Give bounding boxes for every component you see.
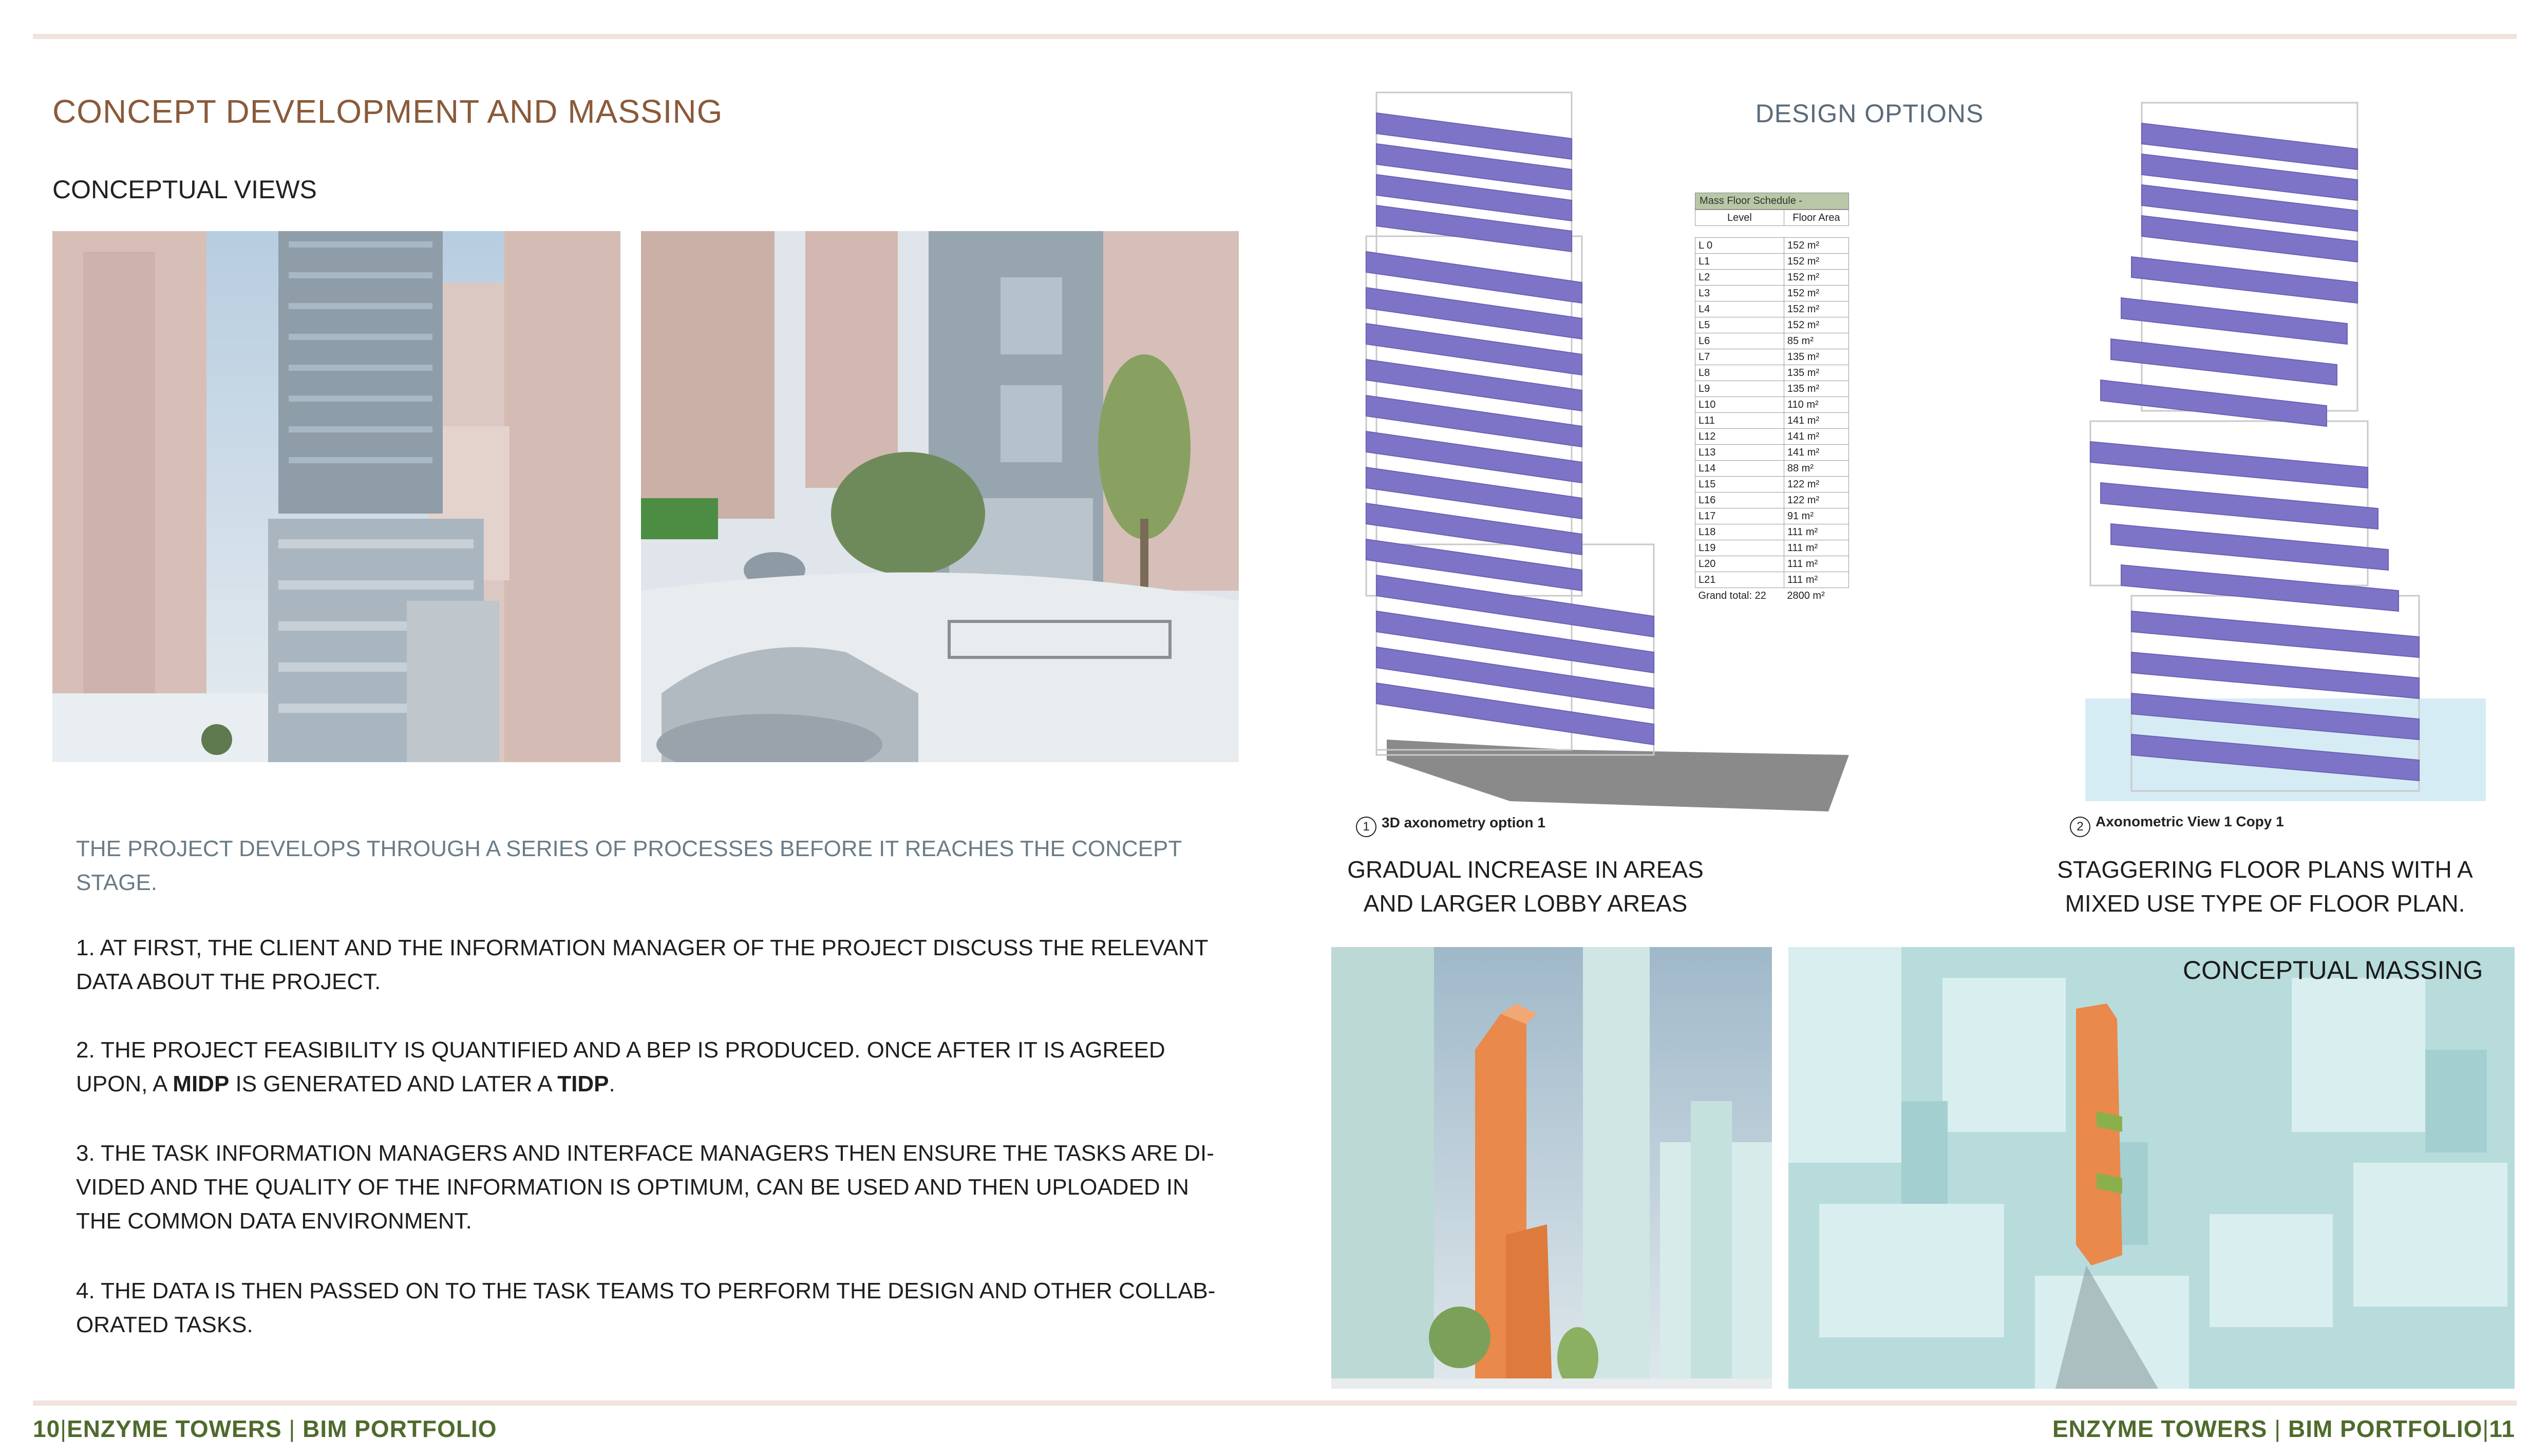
schedule-cell-area: 141 m²: [1784, 445, 1848, 461]
schedule-cell-area: 152 m²: [1784, 270, 1848, 286]
step-4-text: 4. THE DATA IS THEN PASSED ON TO THE TASK TEAMS TO PERFORM THE DESIGN AND OTHER COLLAB-ORATED TASKS.: [76, 1278, 1216, 1337]
schedule-cell-level: L19: [1695, 540, 1784, 556]
schedule-body: [1695, 238, 1849, 588]
tidp-term: TIDP: [557, 1071, 609, 1096]
option-2-caption-line-2: MIXED USE TYPE OF FLOOR PLAN.: [2065, 890, 2465, 917]
schedule-cell-area: 152 m²: [1784, 238, 1848, 254]
footer-left-project: ENZYME TOWERS: [67, 1415, 282, 1442]
schedule-row: [1695, 508, 1849, 524]
option-1-caption-line-2: AND LARGER LOBBY AREAS: [1363, 890, 1688, 917]
step-2-text-start: 2. THE PROJECT FEASIBILITY IS QUANTIFIED AND A BEP IS PRODUCED. ONCE AFTER IT IS AGREED UPON, A: [76, 1037, 1165, 1096]
design-options-title: DESIGN OPTIONS: [1755, 99, 1984, 128]
midp-term: MIDP: [173, 1071, 230, 1096]
option-2-number: 2: [2070, 817, 2090, 837]
schedule-cell-level: L7: [1695, 349, 1784, 365]
page-title: CONCEPT DEVELOPMENT AND MASSING: [52, 93, 723, 130]
schedule-cell-level: L15: [1695, 477, 1784, 493]
schedule-cell-level: L16: [1695, 493, 1784, 508]
schedule-row: [1695, 429, 1849, 445]
mass-floor-schedule: [1695, 193, 1849, 603]
conceptual-massing-label: CONCEPTUAL MASSING: [2183, 956, 2483, 985]
schedule-row: [1695, 572, 1849, 588]
schedule-cell-area: 141 m²: [1784, 429, 1848, 445]
option-2-caption-line-1: STAGGERING FLOOR PLANS WITH A: [2057, 856, 2473, 883]
schedule-row: [1695, 477, 1849, 493]
schedule-row: [1695, 445, 1849, 461]
intro-paragraph: THE PROJECT DEVELOPS THROUGH A SERIES OF PROCESSES BEFORE IT REACHES THE CONCEPT STAGE.: [76, 836, 1182, 895]
option-1-number: 1: [1356, 817, 1376, 837]
footer-left-portfolio: BIM PORTFOLIO: [303, 1415, 497, 1442]
schedule-row: [1695, 349, 1849, 365]
schedule-row: [1695, 556, 1849, 572]
schedule-cell-level: L4: [1695, 301, 1784, 317]
left-page-number: 10: [33, 1415, 61, 1442]
schedule-cell-level: L8: [1695, 365, 1784, 381]
schedule-cell-level: L13: [1695, 445, 1784, 461]
schedule-cell-level: L20: [1695, 556, 1784, 572]
schedule-row: [1695, 333, 1849, 349]
schedule-row: [1695, 524, 1849, 540]
schedule-cell-level: L1: [1695, 254, 1784, 270]
schedule-cell-level: L10: [1695, 397, 1784, 413]
schedule-spacer-row: [1695, 226, 1849, 238]
schedule-title: Mass Floor Schedule -: [1695, 193, 1849, 210]
step-2-text-mid: IS GENERATED AND LATER A: [229, 1071, 558, 1096]
schedule-table: [1695, 210, 1849, 603]
axonometry-option-2: [2070, 92, 2496, 832]
top-rule: [33, 34, 2517, 39]
schedule-cell-area: 141 m²: [1784, 413, 1848, 429]
schedule-cell-area: 135 m²: [1784, 365, 1848, 381]
schedule-cell-level: L14: [1695, 461, 1784, 477]
schedule-row: [1695, 254, 1849, 270]
step-3-paragraph: [76, 1137, 1216, 1238]
schedule-cell-area: 152 m²: [1784, 301, 1848, 317]
schedule-cell-area: 111 m²: [1784, 524, 1848, 540]
schedule-header-row: [1695, 210, 1849, 226]
schedule-cell-level: L3: [1695, 286, 1784, 301]
schedule-cell-area: 135 m²: [1784, 349, 1848, 365]
footer-divider: |: [2482, 1415, 2489, 1442]
schedule-cell-area: 111 m²: [1784, 572, 1848, 588]
schedule-cell-level: L18: [1695, 524, 1784, 540]
footer-right: [2052, 1415, 2515, 1443]
massing-render-1: [1331, 947, 1772, 1389]
schedule-row: [1695, 461, 1849, 477]
schedule-total-label: Grand total: 22: [1698, 590, 1766, 601]
schedule-row: [1695, 270, 1849, 286]
schedule-row: [1695, 397, 1849, 413]
schedule-cell-area: 122 m²: [1784, 477, 1848, 493]
option-2-view-label: Axonometric View 1 Copy 1: [2096, 814, 2284, 829]
schedule-row: [1695, 301, 1849, 317]
step-2-paragraph: [76, 1033, 1216, 1101]
schedule-total-value: 2800 m²: [1787, 590, 1825, 601]
footer-right-portfolio: BIM PORTFOLIO: [2288, 1415, 2483, 1442]
schedule-row: [1695, 381, 1849, 397]
schedule-cell-area: 122 m²: [1784, 493, 1848, 508]
schedule-cell-area: 85 m²: [1784, 333, 1848, 349]
schedule-cell-level: L21: [1695, 572, 1784, 588]
schedule-row: [1695, 286, 1849, 301]
bottom-rule: [33, 1401, 2517, 1406]
schedule-column-area: Floor Area: [1784, 210, 1848, 226]
schedule-cell-area: 152 m²: [1784, 254, 1848, 270]
option-1-view-label: 3D axonometry option 1: [1382, 815, 1545, 830]
right-page-number: 11: [2489, 1415, 2515, 1442]
schedule-cell-area: 135 m²: [1784, 381, 1848, 397]
schedule-cell-area: 110 m²: [1784, 397, 1848, 413]
schedule-cell-area: 111 m²: [1784, 540, 1848, 556]
massing-render-2: [1788, 947, 2515, 1389]
schedule-cell-level: L2: [1695, 270, 1784, 286]
schedule-cell-area: 152 m²: [1784, 317, 1848, 333]
schedule-cell-level: L12: [1695, 429, 1784, 445]
conceptual-view-render-2: [641, 231, 1239, 762]
footer-divider: |: [60, 1415, 67, 1442]
schedule-row: [1695, 317, 1849, 333]
schedule-row: [1695, 238, 1849, 254]
schedule-total-row: [1695, 588, 1849, 604]
step-4-paragraph: [76, 1274, 1216, 1342]
conceptual-view-render-1: [52, 231, 620, 762]
schedule-cell-level: L11: [1695, 413, 1784, 429]
schedule-cell-level: L 0: [1695, 238, 1784, 254]
schedule-cell-level: L6: [1695, 333, 1784, 349]
option-1-caption-line-1: GRADUAL INCREASE IN AREAS: [1347, 856, 1704, 883]
schedule-row: [1695, 493, 1849, 508]
step-3-text: 3. THE TASK INFORMATION MANAGERS AND INTERFACE MANAGERS THEN ENSURE THE TASKS ARE DI-VIDED AND THE QUALITY OF THE INFORMATION IS OPTIMUM, CAN BE USED AND THEN UPLOADED IN THE COMMON DATA ENVIRONMENT.: [76, 1141, 1214, 1234]
schedule-cell-level: L5: [1695, 317, 1784, 333]
schedule-cell-area: 111 m²: [1784, 556, 1848, 572]
step-1-paragraph: [76, 931, 1216, 999]
schedule-row: [1695, 540, 1849, 556]
schedule-row: [1695, 413, 1849, 429]
schedule-row: [1695, 365, 1849, 381]
option-2-caption: [2034, 853, 2496, 920]
schedule-cell-level: L9: [1695, 381, 1784, 397]
option-1-caption: [1335, 853, 1715, 920]
footer-divider: |: [281, 1415, 303, 1442]
schedule-cell-area: 88 m²: [1784, 461, 1848, 477]
schedule-cell-level: L17: [1695, 508, 1784, 524]
schedule-column-level: Level: [1695, 210, 1784, 226]
footer-divider: |: [2267, 1415, 2288, 1442]
schedule-cell-area: 152 m²: [1784, 286, 1848, 301]
footer-right-project: ENZYME TOWERS: [2052, 1415, 2268, 1442]
step-1-text: 1. AT FIRST, THE CLIENT AND THE INFORMATION MANAGER OF THE PROJECT DISCUSS THE RELEVANT DATA ABOUT THE PROJECT.: [76, 935, 1208, 994]
section-subtitle: CONCEPTUAL VIEWS: [52, 175, 317, 204]
schedule-cell-area: 91 m²: [1784, 508, 1848, 524]
step-2-text-end: .: [609, 1071, 615, 1096]
footer-left: [33, 1415, 497, 1443]
